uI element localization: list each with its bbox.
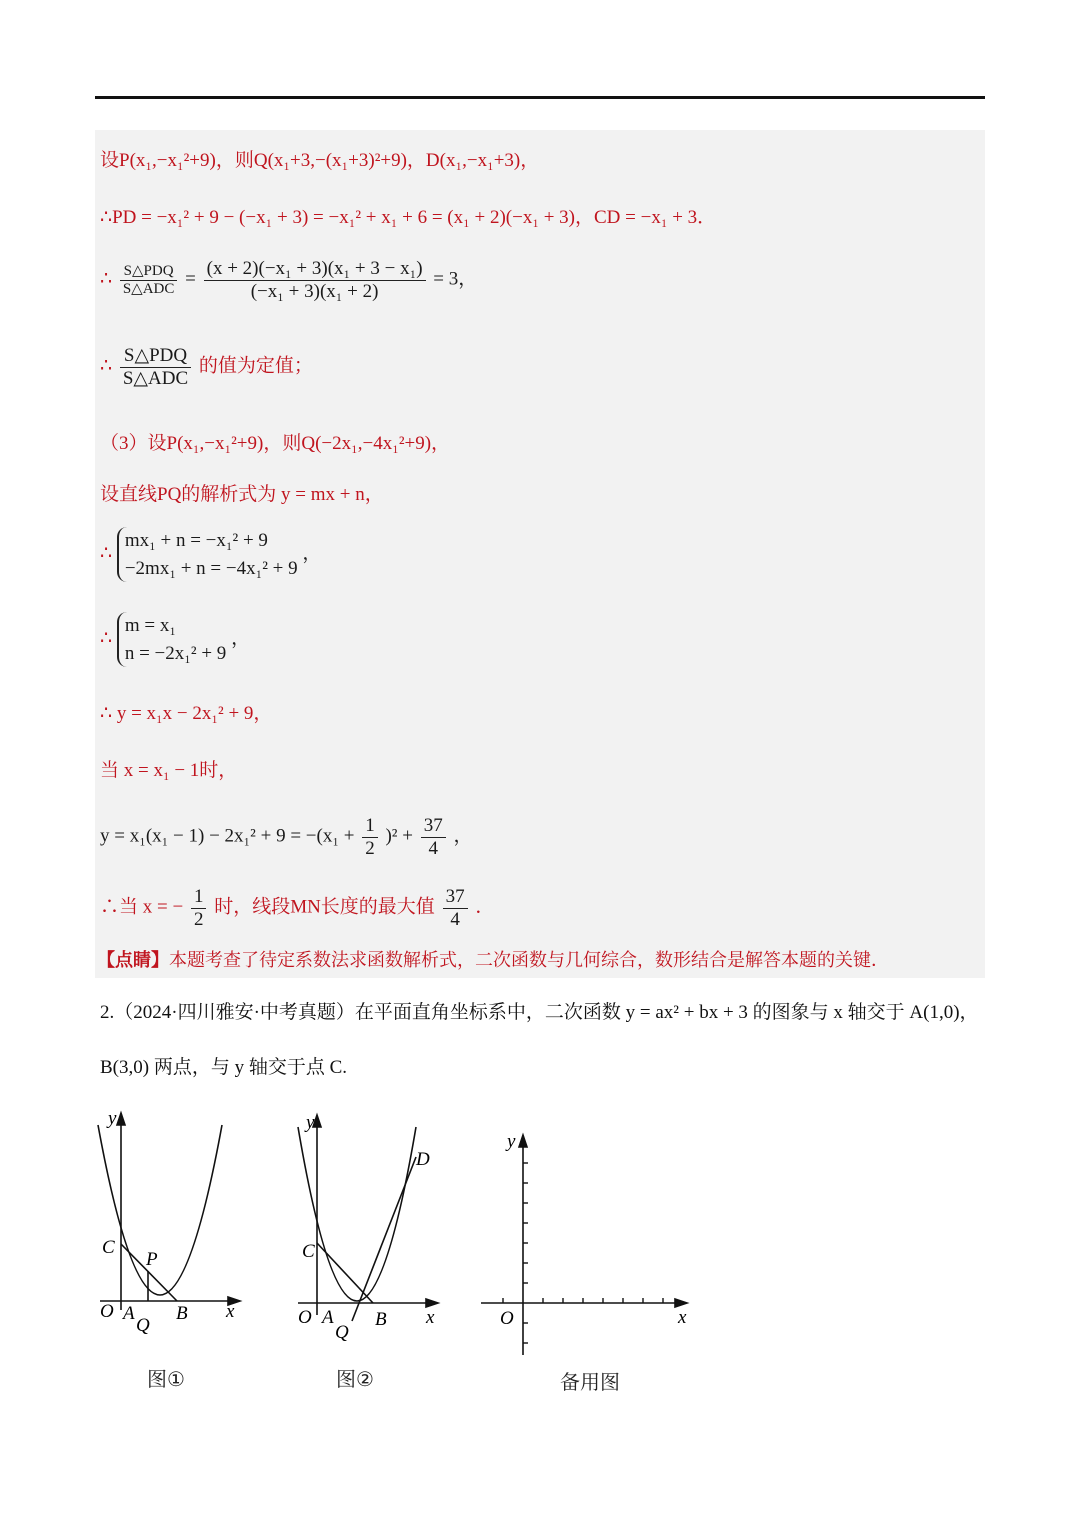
label-x: x: [226, 1301, 235, 1322]
label-B: B: [176, 1303, 188, 1324]
fraction-numerator: S△PDQ: [120, 263, 178, 281]
figure-1: [90, 1105, 260, 1345]
solution-line-12: [100, 886, 494, 931]
label-x: x: [426, 1307, 435, 1328]
label-O: O: [500, 1308, 514, 1329]
figure-2: [290, 1105, 460, 1345]
label-D: D: [416, 1149, 430, 1170]
equation-system: [117, 527, 298, 582]
label-Q: Q: [136, 1315, 150, 1336]
fraction-denominator: S△ADC: [122, 280, 175, 297]
area-ratio-fraction: [120, 345, 191, 390]
fraction-denominator: 4: [428, 837, 438, 859]
line-QD: [352, 1157, 416, 1321]
fraction-denominator: 2: [365, 837, 375, 859]
label-Q: Q: [335, 1322, 349, 1343]
therefore-symbol: ∴: [100, 542, 113, 564]
expression-part: ∴当 x = −: [100, 896, 184, 918]
fraction-numerator: 1: [191, 886, 207, 909]
question-line-1: 2.（2024·四川雅安·中考真题）在平面直角坐标系中，二次函数 y = ax² + bx + 3 的图象与 x 轴交于 A(1,0)，: [100, 1002, 979, 1023]
label-A: A: [123, 1303, 135, 1324]
x-axis-arrow: [426, 1299, 438, 1307]
solution-line-11: [100, 815, 472, 860]
fraction-numerator: (x + 2)(−x₁ + 3)(x₁ + 3 − x₁): [204, 258, 426, 281]
solution-line-8: [100, 612, 250, 667]
expression-part: )² +: [385, 825, 413, 847]
therefore-symbol: ∴: [100, 355, 113, 377]
figure-2-caption: 图②: [336, 1367, 374, 1391]
fraction-numerator: 37: [421, 815, 446, 838]
fraction-denominator: S△ADC: [122, 367, 189, 389]
therefore-symbol: ∴: [100, 268, 113, 290]
fraction-numerator: S△PDQ: [120, 345, 191, 368]
solution-line-10: 当 x = x₁ − 1时，: [100, 760, 238, 781]
label-C: C: [102, 1237, 115, 1258]
page-top-rule: [95, 96, 985, 99]
fraction-numerator: 37: [443, 886, 468, 909]
label-O: O: [298, 1307, 312, 1328]
fraction-denominator: 2: [193, 908, 204, 930]
comma: ，: [302, 542, 322, 564]
parabola: [98, 1125, 222, 1295]
comma: ，: [231, 627, 251, 649]
figure-3: [475, 1125, 695, 1360]
fraction-denominator: 4: [450, 908, 460, 930]
solution-line-1: 设P(x₁,−x₁²+9)，则Q(x₁+3,−(x₁+3)²+9)，D(x₁,−x₁+3)，: [100, 150, 540, 171]
ratio-expansion-fraction: [204, 258, 426, 303]
label-y: y: [306, 1112, 315, 1133]
expression-part: y = x₁(x₁ − 1) − 2x₁² + 9 = −(x₁ +: [100, 825, 355, 847]
y-axis-arrow: [117, 1113, 125, 1125]
fraction-37-4: [421, 815, 446, 860]
equation-2: −2mx₁ + n = −4x₁² + 9: [124, 557, 298, 579]
constant-statement: 的值为定值；: [198, 355, 313, 377]
fraction-one-half: [191, 886, 207, 931]
solution-line-3: ∴ $\frac{\text{S△PDQ}}{\text{S△ADC}}$ = $\frac{\text{(x + 2)(−x₁ + 3)(x₁ + 3 − x₁)}}{\text{(−x₁ + 3)(x₁ + 2)}}$ = 3，: [100, 258, 478, 302]
fraction-one-half: [362, 815, 378, 860]
label-O: O: [100, 1301, 114, 1322]
y-axis-arrow: [519, 1135, 527, 1147]
fraction-numerator: 1: [362, 815, 378, 838]
fraction-denominator: (−x₁ + 3)(x₁ + 2): [250, 280, 379, 302]
solution-line-5: （3）设P(x₁,−x₁²+9)，则Q(−2x₁,−4x₁²+9)，: [100, 433, 451, 454]
equation-1: mx₁ + n = −x₁² + 9: [124, 530, 268, 551]
solution-line-4: [100, 345, 313, 390]
x-axis-arrow: [675, 1299, 687, 1307]
parabola: [298, 1127, 416, 1301]
label-A: A: [322, 1307, 334, 1328]
label-P: P: [146, 1249, 158, 1270]
axis-ticks: [503, 1163, 663, 1343]
comment-note: [97, 946, 889, 972]
label-y: y: [108, 1108, 117, 1129]
solution-line-7: [100, 527, 321, 582]
note-label: 【点睛】: [97, 950, 169, 970]
label-C: C: [302, 1241, 315, 1262]
ratio-result: = 3，: [433, 268, 478, 290]
comma: ，: [453, 825, 473, 847]
equation-2: n = −2x₁² + 9: [124, 642, 227, 664]
conclusion-text: 时，线段MN长度的最大值: [214, 896, 435, 918]
figure-1-caption: 图①: [147, 1367, 185, 1391]
solution-line-6: 设直线PQ的解析式为 y = mx + n，: [100, 484, 384, 505]
label-B: B: [375, 1309, 387, 1330]
equation-system: [117, 612, 226, 667]
solution-line-2: ∴PD = −x₁² + 9 − (−x₁ + 3) = −x₁² + x₁ + 6 = (x₁ + 2)(−x₁ + 3)，CD = −x₁ + 3．: [100, 207, 717, 228]
period: ．: [475, 896, 495, 918]
equation-1: m = x₁: [124, 615, 176, 636]
figure-3-caption: 备用图: [560, 1370, 620, 1394]
label-x: x: [678, 1307, 687, 1328]
solution-line-9: ∴ y = x₁x − 2x₁² + 9，: [100, 703, 273, 724]
question-line-2: B(3,0) 两点，与 y 轴交于点 C.: [100, 1057, 348, 1078]
area-ratio-fraction: [120, 263, 178, 299]
note-text: 本题考查了待定系数法求函数解析式，二次函数与几何综合，数形结合是解答本题的关键．: [169, 950, 889, 970]
fraction-37-4: [443, 886, 468, 931]
therefore-symbol: ∴: [100, 627, 113, 649]
label-y: y: [507, 1131, 516, 1152]
